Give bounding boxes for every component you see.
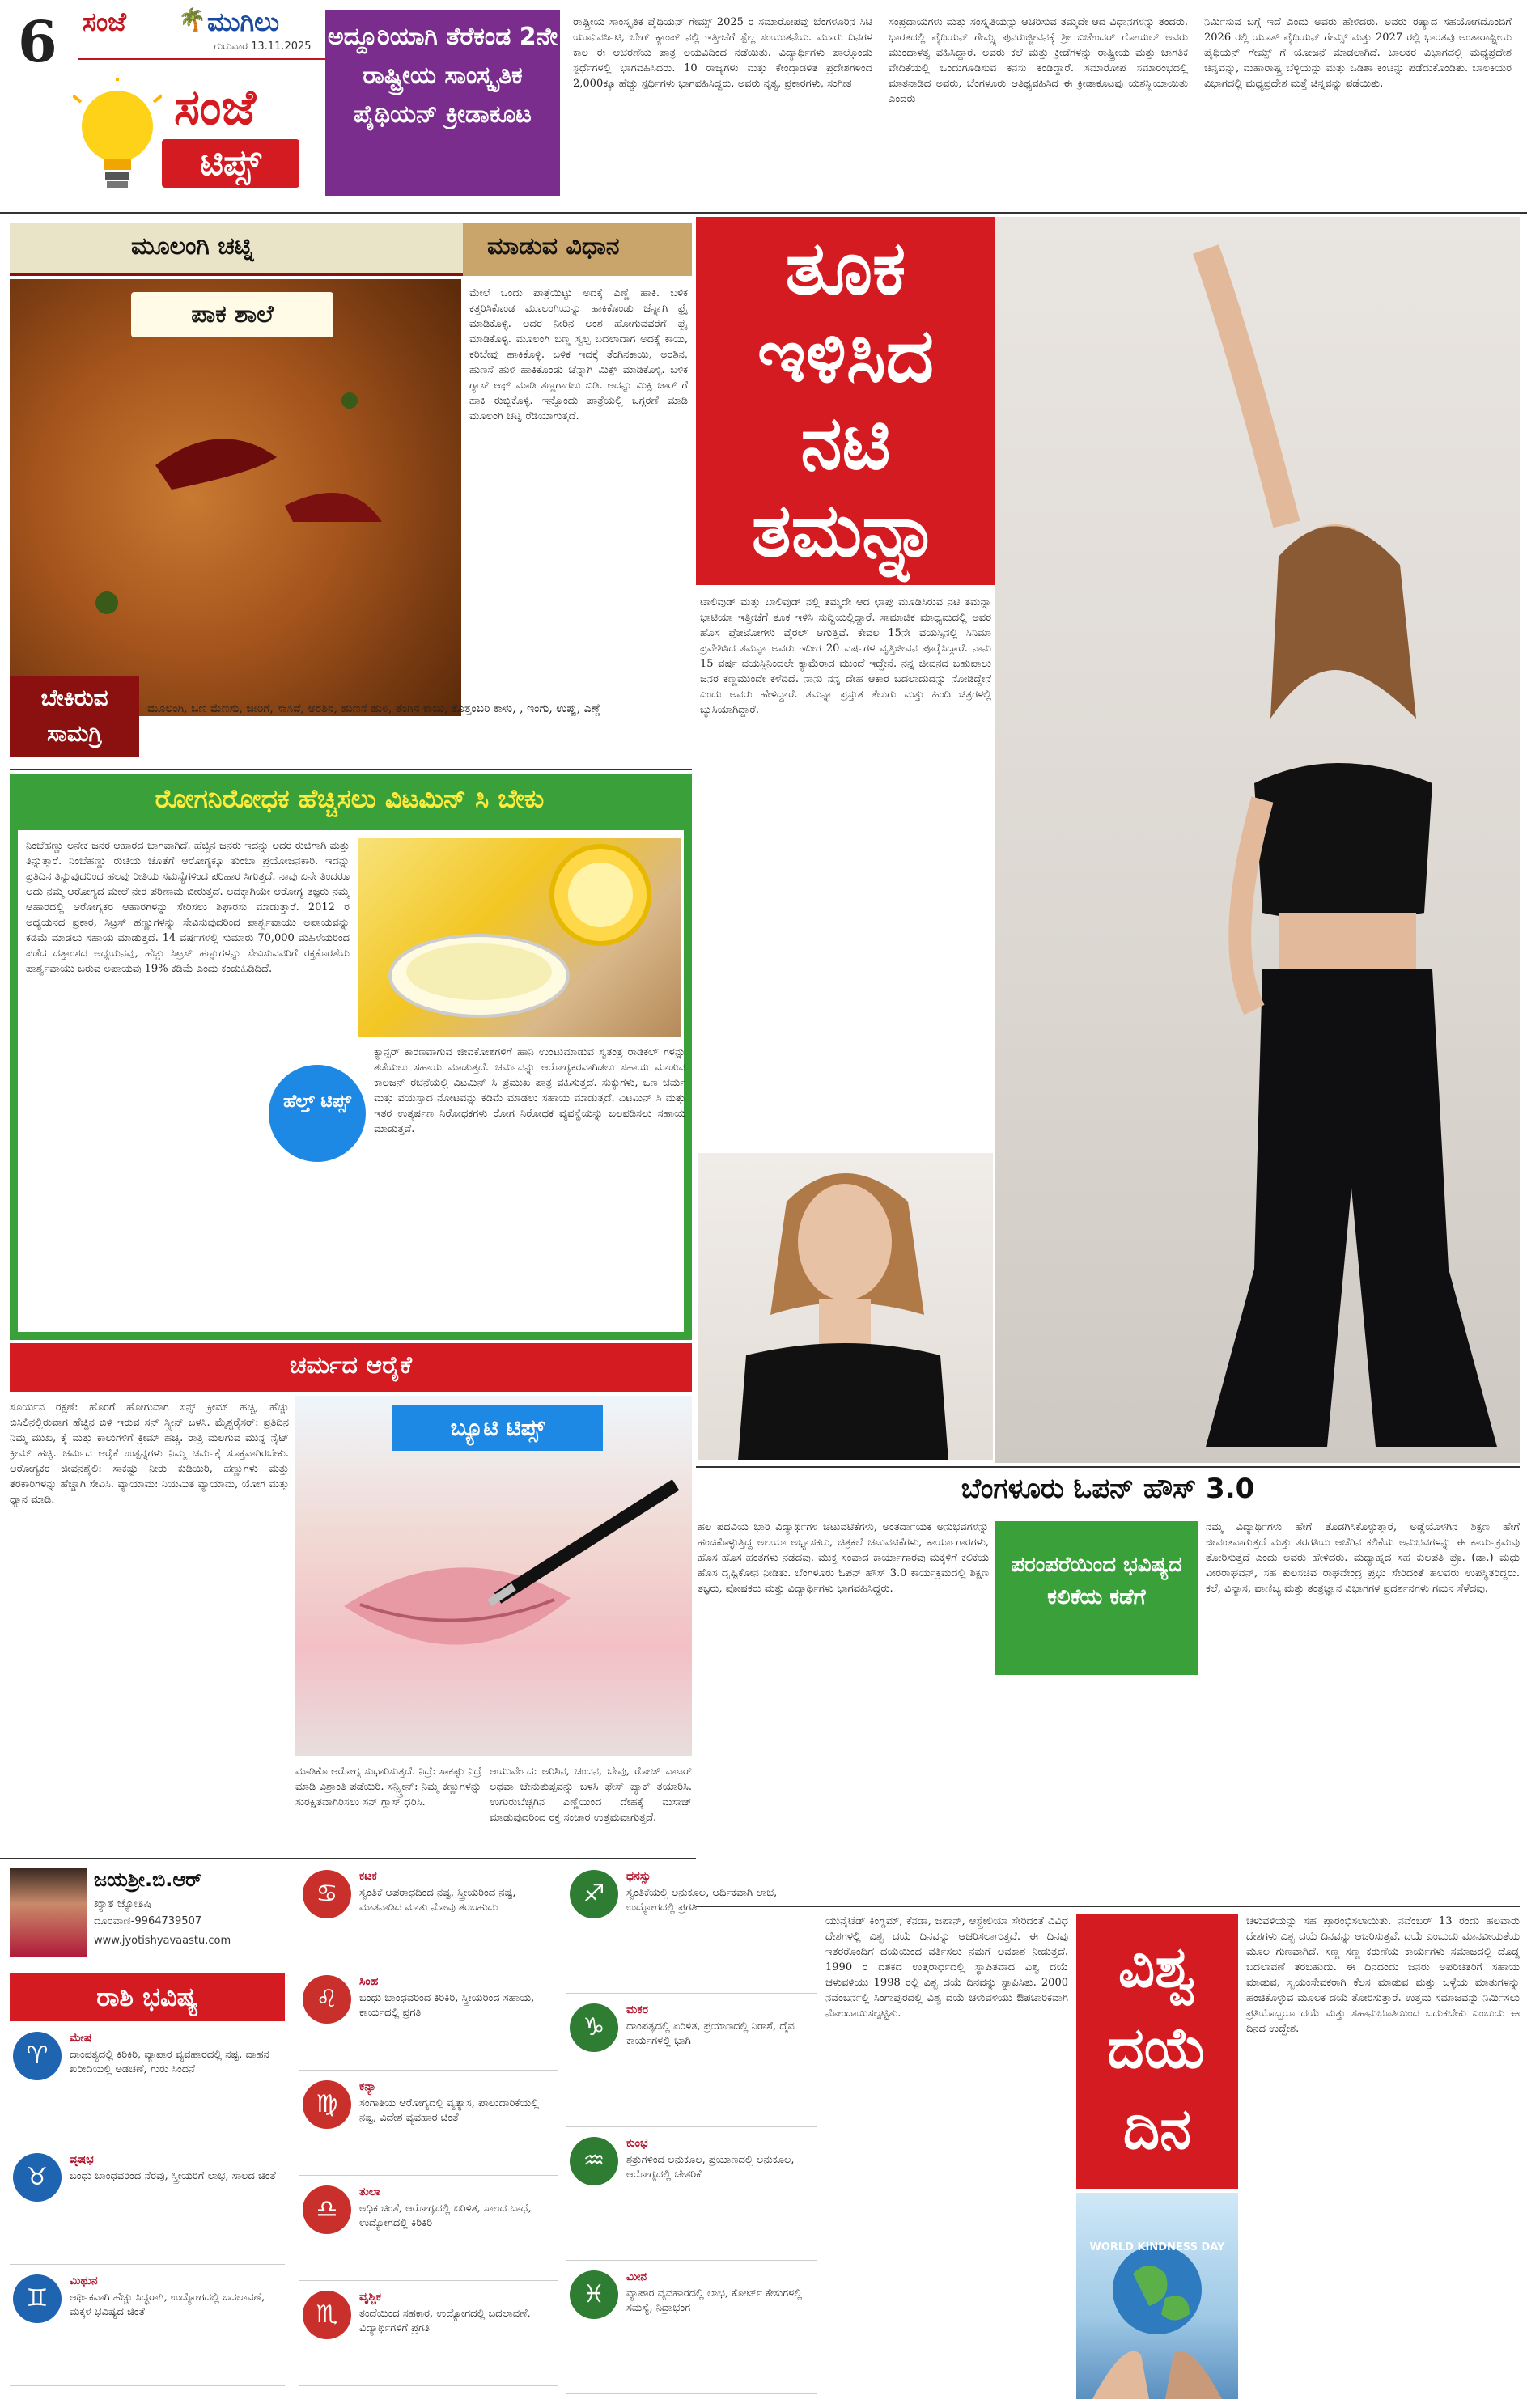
lips-photo xyxy=(295,1396,692,1756)
astrologer-role: ಖ್ಯಾತ ಜ್ಯೋತಿಷಿ xyxy=(94,1897,151,1910)
skin-title: ಚರ್ಮದ ಆರೈಕೆ xyxy=(290,1351,412,1380)
zodiac-icon: ♋ xyxy=(303,1870,351,1918)
zodiac-icon: ♐ xyxy=(570,1870,618,1918)
open-house-col2: ನಮ್ಮ ವಿದ್ಯಾರ್ಥಿಗಳು ಹೇಗೆ ತೊಡಗಿಸಿಕೊಳ್ಳುತ್ತಾರೆ, ಅಡ್ಡೆಯೊಳಗಿನ ಶಿಕ್ಷಣ ಹೇಗೆ ಜೀವಂತವಾಗುತ್ತದೆ ಮತ್ತು ತರಗತಿಯ ಆಚೆಗಿನ ಕಲಿಕೆಯ ಅನುಭವಗಳನ್ನು ಈ ಕಾರ್ಯಕ್ರಮವು ತೋರಿಸುತ್ತದೆ ಎಂದು ಅವರು ಹೇಳಿದರು. ಮಧ್ಯಾಹ್ನದ ಸಹ ಕುಲಪತಿ ಪ್ರೊ. (ಡಾ.) ಮಧು ವೀರರಾಘವನ್, ಸಹ ಕುಲಸಚಿವ ರಾಘವೇಂದ್ರ ಪ್ರಭು ಸೇರಿದಂತೆ ಹಲವರು ಉಪಸ್ಥಿತರಿದ್ದರು. ಕಲೆ, ವಿನ್ಯಾಸ, ವಾಣಿಜ್ಯ ಮತ್ತು ತಂತ್ರಜ್ಞಾನ ವಿಭಾಗಗಳ ಪ್ರದರ್ಶನಗಳು ಗಮನ ಸೆಳೆದವು. xyxy=(1206,1521,1520,1595)
zodiac-icon: ♏ xyxy=(303,2291,351,2339)
zodiac-icon: ♊ xyxy=(13,2274,62,2323)
title-line: ದಿನ xyxy=(1122,2096,1192,2162)
headline-box: ಅದ್ದೂರಿಯಾಗಿ ತೆರೆಕಂಡ 2ನೇ ರಾಷ್ಟ್ರೀಯ ಸಾಂಸ್ಕೃತಿಕ ಪೈಥಿಯನ್ ಕ್ರೀಡಾಕೂಟ xyxy=(325,10,560,196)
astrologer-block xyxy=(10,1865,285,1970)
sign-name: ವೃಷಭ xyxy=(70,2153,94,2166)
sign-forecast: ಸ್ವಂತಿಕೆ ಆಪರಾಧದಿಂದ ನಷ್ಟ, ಸ್ತ್ರೀಯರಿಂದ ನಷ್ಟ, ಮಾತನಾಡಿದ ಮಾತು ನೋವು ತರಬಹುದು xyxy=(359,1887,516,1914)
vitamin-col1: ನಿಂಬೆಹಣ್ಣು ಅನೇಕ ಜನರ ಆಹಾರದ ಭಾಗವಾಗಿದೆ. ಹೆಚ್ಚಿನ ಜನರು ಇದನ್ನು ಅದರ ರುಚಿಗಾಗಿ ಮತ್ತು ತಿನ್ನುತ್ತಾರೆ. ನಿಂಬೆಹಣ್ಣು ರುಚಿಯ ಜೊತೆಗೆ ಆರೋಗ್ಯಕ್ಕೂ ತುಂಬಾ ಪ್ರಯೋಜನಕಾರಿ. ಇದನ್ನು ಪ್ರತಿದಿನ ತಿನ್ನುವುದರಿಂದ ಹಲವು ರೀತಿಯ ಸಮಸ್ಯೆಗಳಿಂದ ಪರಿಹಾರ ಸಿಗುತ್ತದೆ. ನಾವು ಏನೇ ತಿಂದರೂ ಅದು ನಮ್ಮ ಆರೋಗ್ಯದ ಮೇಲೆ ನೇರ ಪರಿಣಾಮ ಬೀರುತ್ತದೆ. ಅದಕ್ಕಾಗಿಯೇ ಆರೋಗ್ಯ ತಜ್ಞರು ನಮ್ಮ ಆಹಾರದಲ್ಲಿ ಆರೋಗ್ಯಕರ ಆಹಾರಗಳನ್ನು ಸೇರಿಸಲು ಶಿಫಾರಸು ಮಾಡುತ್ತಾರೆ. 2012 ರ ಅಧ್ಯಯನದ ಪ್ರಕಾರ, ಸಿಟ್ರಸ್ ಹಣ್ಣುಗಳನ್ನು ಸೇವಿಸುವುದರಿಂದ ಪಾರ್ಶ್ವವಾಯು ಅಪಾಯವನ್ನು ಕಡಿಮೆ ಮಾಡಲು ಸಹಾಯ ಮಾಡುತ್ತದೆ. 14 ವರ್ಷಗಳಲ್ಲಿ ಸುಮಾರು 70,000 ಮಹಿಳೆಯರಿಂದ ಪಡೆದ ದತ್ತಾಂಶದ ಅಧ್ಯಯನವು, ಹೆಚ್ಚು ಸಿಟ್ರಸ್ ಹಣ್ಣುಗಳನ್ನು ಸೇವಿಸುವವರಿಗೆ ರಕ್ತಕೊರತೆಯ ಪಾರ್ಶ್ವವಾಯು ಬರುವ ಅಪಾಯವು 19% ಕಡಿಮೆ ಎಂದು ಕಂಡುಹಿಡಿದಿದೆ. xyxy=(26,840,350,975)
recipe-title-bar xyxy=(10,223,463,276)
astrologer-avatar xyxy=(10,1868,87,1957)
sign-forecast: ದಾಂಪತ್ಯದಲ್ಲಿ ಕಿರಿಕಿರಿ, ವ್ಯಾಪಾರ ವ್ಯವಹಾರದಲ್ಲಿ ನಷ್ಟ, ವಾಹನ ಖರೀದಿಯಲ್ಲಿ ಅಡಚಣೆ, ಗುರು ಸಿಂದನೆ xyxy=(70,2049,269,2075)
title-line: ಇಳಿಸಿದ xyxy=(757,312,935,399)
actress-photo-inset xyxy=(698,1153,993,1460)
kindness-col1: ಯುನೈಟೆಡ್ ಕಿಂಗ್ಡಮ್, ಕೆನಡಾ, ಜಪಾನ್, ಆಸ್ಟ್ರೇಲಿಯಾ ಸೇರಿದಂತೆ ವಿವಿಧ ದೇಶಗಳಲ್ಲಿ ವಿಶ್ವ ದಯೆ ದಿನವನ್ನು ಆಚರಿಸಲಾಗುತ್ತದೆ. ಈ ದಿನವು ಇತರರೊಂದಿಗೆ ದಯೆಯಿಂದ ವರ್ತಿಸಲು ನಮಗೆ ಅವಕಾಶ ನೀಡುತ್ತದೆ. 1990 ರ ದಶಕದ ಉತ್ತರಾರ್ಧದಲ್ಲಿ ಸ್ಥಾಪಿತವಾದ ವಿಶ್ವ ದಯೆ ಚಳುವಳಿಯು 1998 ರಲ್ಲಿ ವಿಶ್ವ ದಯೆ ದಿನವನ್ನು ಸ್ಥಾಪಿಸಿತು. 2000 ನವೆಂಬರ್ನಲ್ಲಿ ಸಿಂಗಾಪುರದಲ್ಲಿ ವಿಶ್ವ ದಯೆ ಚಳುವಳಿಯು ಔಪಚಾರಿಕವಾಗಿ ನೋಂದಾಯಿಸಲ್ಪಟ್ಟಿತು. xyxy=(825,1915,1068,2020)
title-line: ವಿಶ್ವ xyxy=(1118,1934,1197,2000)
zodiac-icon: ♌ xyxy=(303,1975,351,2024)
top-article-col2: ಸಂಪ್ರದಾಯಗಳು ಮತ್ತು ಸಂಸ್ಕೃತಿಯನ್ನು ಆಚರಿಸುವ ತಮ್ಮದೇ ಆದ ವಿಧಾನಗಳನ್ನು ತಂದರು. ಭಾರತದಲ್ಲಿ ಪೈಥಿಯನ್ ಗೇಮ್ಸ್ನ ಪುನರುಜ್ಜೀವನಕ್ಕೆ ಶ್ರೀ ಬಿಜೇಂದರ್ ಗೋಯಲ್ ಅವರು ಮುಂದಾಳತ್ವ ವಹಿಸಿದ್ದಾರೆ. ಅವರು ಕಲೆ ಮತ್ತು ಕ್ರೀಡೆಗಳನ್ನು ರಾಷ್ಟ್ರೀಯ ಮತ್ತು ಜಾಗತಿಕ ವೇದಿಕೆಯಲ್ಲಿ ಒಂದುಗೂಡಿಸುವ ಕನಸು ಕಂಡಿದ್ದಾರೆ. ಸಮಾರೋಪ ಸಮಾರಂಭದಲ್ಲಿ ಮಾತನಾಡಿದ ಅವರು, ಬೆಂಗಳೂರು ಆತಿಥ್ಯವಹಿಸಿದ ಈ ಕ್ರೀಡಾಕೂಟವು ಯಶಸ್ವಿಯಾಯಿತು ಎಂದರು xyxy=(889,16,1188,105)
skin-title-bar xyxy=(10,1343,692,1392)
kindness-photo xyxy=(1076,2193,1238,2399)
horoscope-sign xyxy=(299,1970,558,2071)
brand-name-b: ಮುಗಿಲು xyxy=(207,6,280,37)
sign-forecast: ಬಂಧು ಬಾಂಧವರಿಂದ ಕಿರಿಕಿರಿ, ಸ್ತ್ರೀಯರಿಂದ ಸಹಾಯ, ಕಾರ್ಯದಲ್ಲಿ ಪ್ರಗತಿ xyxy=(359,1992,535,2019)
horoscope-sign xyxy=(299,2286,558,2386)
kindness-title-box xyxy=(1076,1914,1238,2189)
sign-forecast: ಸ್ವಂತಿಕೆಯಲ್ಲಿ ಅನುಕೂಲ, ಆರ್ಥಿಕವಾಗಿ ಲಾಭ, ಉದ್ಯೋಗದಲ್ಲಿ ಪ್ರಗತಿ xyxy=(626,1887,778,1914)
vitamin-title-bar xyxy=(10,774,692,830)
sign-name: ಕನ್ಯಾ xyxy=(359,2080,376,2093)
beauty-tips-badge: ಬ್ಯೂಟಿ ಟಿಪ್ಸ್ xyxy=(392,1405,603,1451)
sign-name: ಮಿಥುನ xyxy=(70,2274,98,2287)
method-text: ಮೇಲೆ ಒಂದು ಪಾತ್ರೆಯಿಟ್ಟು ಅದಕ್ಕೆ ಎಣ್ಣೆ ಹಾಕಿ. ಬಳಿಕ ಕತ್ತರಿಸಿಕೊಂಡ ಮೂಲಂಗಿಯನ್ನು ಹಾಕಿಕೊಂಡು ಚೆನ್ನಾಗಿ ಫ್ರೈ ಮಾಡಿಕೊಳ್ಳಿ. ಅದರ ನೀರಿನ ಅಂಶ ಹೋಗುವವರೆಗೆ ಫ್ರೈ ಮಾಡಿಕೊಳ್ಳಿ. ಮೂಲಂಗಿ ಬಣ್ಣ ಸ್ವಲ್ಪ ಬದಲಾದಾಗ ಅದಕ್ಕೆ ಕಾಯಿ, ಕರಿಬೇವು ಹಾಕಿಕೊಳ್ಳಿ. ಬಳಿಕ ಇದಕ್ಕೆ ತೆಂಗಿನಕಾಯಿ, ಅರಶಿನ, ಹುಣಸೆ ಹುಳಿ ಹಾಕಿಕೊಂಡು ಚೆನ್ನಾಗಿ ಮಿಕ್ಸ್ ಮಾಡಿಕೊಳ್ಳಿ. ಬಳಿಕ ಗ್ಯಾಸ್ ಆಫ್ ಮಾಡಿ ತಣ್ಣಗಾಗಲು ಬಿಡಿ. ಅದನ್ನು ಮಿಕ್ಸಿ ಜಾರ್ ಗೆ ಹಾಕಿ ರುಬ್ಬಿಕೊಳ್ಳಿ. ಇನ್ನೊಂದು ಪಾತ್ರೆಯಲ್ಲಿ ಒಗ್ಗರಣೆ ಮಾಡಿ ಮೂಲಂಗಿ ಚಟ್ನಿ ರೆಡಿಯಾಗುತ್ತದೆ. xyxy=(469,287,688,422)
vitamin-col2: ಕ್ಯಾನ್ಸರ್ ಕಾರಣವಾಗುವ ಜೀವಕೋಶಗಳಿಗೆ ಹಾನಿ ಉಂಟುಮಾಡುವ ಸ್ವತಂತ್ರ ರಾಡಿಕಲ್ ಗಳನ್ನು ತಡೆಯಲು ಸಹಾಯ ಮಾಡುತ್ತದೆ. ಚರ್ಮವನ್ನು ಆರೋಗ್ಯಕರವಾಗಿಡಲು ಸಹಾಯ ಮಾಡುವ ಕಾಲಜನ್ ರಚನೆಯಲ್ಲಿ ವಿಟಮಿನ್ ಸಿ ಪ್ರಮುಖ ಪಾತ್ರ ವಹಿಸುತ್ತದೆ. ಸುಕ್ಕುಗಳು, ಒಣ ಚರ್ಮ ಮತ್ತು ವಯಸ್ಸಾದ ನೋಟವನ್ನು ಕಡಿಮೆ ಮಾಡಲು ಸಹಾಯ ಮಾಡುತ್ತದೆ. ವಿಟಮಿನ್ ಸಿ ಮತ್ತು ಇತರ ಉತ್ಕರ್ಷಣ ನಿರೋಧಕಗಳು ರೋಗ ನಿರೋಧಕ ವ್ಯವಸ್ಥೆಯನ್ನು ಬಲಪಡಿಸಲು ಸಹಾಯ ಮಾಡುತ್ತವೆ. xyxy=(374,1046,685,1135)
divider xyxy=(0,212,1527,214)
lemon-icon xyxy=(358,838,681,1037)
actress-figure-icon xyxy=(995,217,1520,1463)
divider xyxy=(0,1858,696,1859)
astrologer-phone: ದೂರವಾಣಿ-9964739507 xyxy=(94,1915,202,1927)
brand-name-a: ಸಂಜೆ xyxy=(83,6,126,37)
title-line: ನಟಿ xyxy=(800,400,891,486)
zodiac-icon: ♎ xyxy=(303,2185,351,2234)
skin-col3: ಆಯುರ್ವೇದ: ಅರಿಶಿನ, ಚಂದನ, ಬೇವು, ರೋಜ್ ವಾಟರ್ ಅಥವಾ ಜೇನುತುಪ್ಪವನ್ನು ಬಳಸಿ ಫೇಸ್ ಪ್ಯಾಕ್ ತಯಾರಿಸಿ. ಉಗುರುಬೆಚ್ಚಗಿನ ಎಣ್ಣೆಯಿಂದ ದೇಹಕ್ಕೆ ಮಸಾಜ್ ಮಾಡುವುದರಿಂದ ರಕ್ತ ಸಂಚಾರ ಉತ್ತಮವಾಗುತ್ತದೆ. xyxy=(490,1766,692,1824)
title-line: ತೂಕ xyxy=(785,225,906,312)
sign-name: ವೃಶ್ಚಿಕ xyxy=(359,2291,381,2304)
ingredients-title: ಬೇಕಿರುವ ಸಾಮಗ್ರಿ xyxy=(10,676,139,757)
horoscope-sign xyxy=(566,1999,817,2127)
palm-icon: 🌴 xyxy=(178,6,206,33)
top-article-col1: ರಾಷ್ಟ್ರೀಯ ಸಾಂಸ್ಕೃತಿಕ ಪೈಥಿಯನ್ ಗೇಮ್ಸ್ 2025 ರ ಸಮಾರೋಪವು ಬೆಂಗಳೂರಿನ ಸಿಟಿ ಯೂನಿವರ್ಸಿಟಿ, ಬೇಗ್ ಕ್ಯಾಂಪ್ ನಲ್ಲಿ ಇತ್ತೀಚೆಗೆ ಸ್ಪೆಲ್ಲ ಸಂಯುತನೆಯ. ಮೂರು ದಿನಗಳ ಕಾಲ ಈ ಆಚರಣೆಯ ಪಾತ್ರ ಲಯವಿದಿಂದ ನಡೆಯಿತು. ವಿದ್ಯಾರ್ಥಿಗಳು ಪಾಲ್ಗೊಂಡು ಸ್ಪರ್ಧೆಗಳಲ್ಲಿ ಭಾಗವಹಿಸಿದರು. 10 ರಾಜ್ಯಗಳು ಮತ್ತು ಕೇಂದ್ರಾಡಳಿತ ಪ್ರದೇಶಗಳಿಂದ 2,000ಕ್ಕೂ ಹೆಚ್ಚು ಸ್ಪರ್ಧಿಗಳು ಭಾಗವಹಿಸಿದ್ದರು, ಅವರು ನೃತ್ಯ, ಪ್ರಕಾರಗಳು, ಸಂಗೀತ xyxy=(573,16,872,90)
bulb-icon xyxy=(73,78,162,207)
horoscope-title: ರಾಶಿ ಭವಿಷ್ಯ xyxy=(10,1973,285,2021)
sign-name: ತುಲಾ xyxy=(359,2185,380,2198)
kindness-col2: ಚಳುವಳಿಯನ್ನು ಸಹ ಪ್ರಾರಂಭಿಸಲಾಯಿತು. ನವೆಂಬರ್ 13 ರಂದು ಹಲವಾರು ದೇಶಗಳು ವಿಶ್ವ ದಯೆ ದಿನವನ್ನು ಆಚರಿಸುತ್ತವೆ. ದಯೆ ಎಂಬುದು ಮಾನವೀಯತೆಯ ಮೂಲ ಗುಣವಾಗಿದೆ. ಸಣ್ಣ ಸಣ್ಣ ಕರುಣೆಯ ಕಾರ್ಯಗಳು ಸಮಾಜದಲ್ಲಿ ದೊಡ್ಡ ಬದಲಾವಣೆ ತರಬಹುದು. ಈ ದಿನದಂದು ಜನರು ಅಪರಿಚಿತರಿಗೆ ಸಹಾಯ ಮಾಡುವ, ಸ್ವಯಂಸೇವಕರಾಗಿ ಕೆಲಸ ಮಾಡುವ ಮತ್ತು ಒಳ್ಳೆಯ ಮಾತುಗಳನ್ನು ಹಂಚಿಕೊಳ್ಳುವ ಮೂಲಕ ದಯೆ ತೋರಿಸುತ್ತಾರೆ. ಉತ್ತಮ ಸಮಾಜವನ್ನು ನಿರ್ಮಿಸಲು ಪ್ರತಿಯೊಬ್ಬರೂ ದಯೆ ಮತ್ತು ಸಹಾನುಭೂತಿಯಿಂದ ಬದುಕಬೇಕು ಎಂಬುದು ಈ ದಿನದ ಉದ್ದೇಶ. xyxy=(1246,1915,1520,2035)
sign-forecast: ವ್ಯಾಪಾರ ವ್ಯವಹಾರದಲ್ಲಿ ಲಾಭ, ಕೋರ್ಟ್ ಕೇಸುಗಳಲ್ಲಿ ಸಮಸ್ಯೆ, ನಿದ್ರಾಭಂಗ xyxy=(626,2287,803,2314)
vitamin-title: ರೋಗನಿರೋಧಕ ಹೆಚ್ಚಿಸಲು ವಿಟಮಿನ್ ಸಿ ಬೇಕು xyxy=(155,783,545,814)
horoscope-sign xyxy=(299,2181,558,2281)
sign-name: ಮೇಷ xyxy=(70,2032,92,2045)
horoscope-sign xyxy=(10,2027,285,2143)
open-house-col1: ಹಲ ಪದವಿಯ ಭಾರಿ ವಿದ್ಯಾರ್ಥಿಗಳ ಚಟುವಟಿಕೆಗಳು, ಅಂತರ್ದಾಯಕ ಅನುಭವಗಳನ್ನು ಹಂಚಿಕೊಳ್ಳುತ್ತಿದ್ದ ಅಲಯಾ ಅಭ್ಯಾಸಕರು, ಚಿತ್ರಕಲೆ ಚಟುವಟಿಕೆಗಳು, ಕಾರ್ಯಾಗಾರಗಳು, ಹೊಸ ಹೊಸ ಹಂತಗಳು ನಡೆದವು. ಮುಕ್ತ ಸಂವಾದ ಕಾರ್ಯಾಗಾರವು ಮಕ್ಕಳಿಗೆ ಕಲಿಕೆಯ ಹೊಸ ದೃಷ್ಟಿಕೋನ ನೀಡಿತು. ಬೆಂಗಳೂರು ಓಪನ್ ಹೌಸ್ 3.0 ಕಾರ್ಯಕ್ರಮದಲ್ಲಿ ಶಿಕ್ಷಣ ತಜ್ಞರು, ಪೋಷಕರು ಮತ್ತು ವಿದ್ಯಾರ್ಥಿಗಳು ಭಾಗವಹಿಸಿದ್ದರು. xyxy=(698,1521,989,1595)
sign-name: ಕುಂಭ xyxy=(626,2137,648,2150)
lip-gloss-icon xyxy=(295,1396,692,1756)
astrologer-name: ಜಯಶ್ರೀ.ಬಿ.ಆರ್ xyxy=(94,1868,202,1891)
sign-name: ಸಿಂಹ xyxy=(359,1975,379,1988)
open-house-title: ಬೆಂಗಳೂರು ಓಪನ್ ಹೌಸ್ 3.0 xyxy=(961,1473,1255,1505)
skin-col2: ಮಾಡಿಕೊ ಆರೋಗ್ಯ ಸುಧಾರಿಸುತ್ತದೆ. ನಿದ್ರೆ: ಸಾಕಷ್ಟು ನಿದ್ರೆ ಮಾಡಿ ವಿಶ್ರಾಂತಿ ಪಡೆಯಿರಿ. ಸನ್ಸ್ಕ್ರೀನ್: ನಿಮ್ಮ ಕಣ್ಣುಗಳನ್ನು ಸುರಕ್ಷಿತವಾಗಿರಿಸಲು ಸನ್ ಗ್ಲಾಸ್ ಧರಿಸಿ. xyxy=(295,1766,481,1808)
chutney-photo xyxy=(10,279,461,716)
sign-forecast: ಶತ್ರುಗಳಿಂದ ಅನುಕೂಲ, ಪ್ರಯಾಣದಲ್ಲಿ ಅನುಕೂಲ, ಆರೋಗ್ಯದಲ್ಲಿ ಚೇತರಿಕೆ xyxy=(626,2154,795,2181)
horoscope-sign xyxy=(566,2266,817,2394)
horoscope-sign xyxy=(566,1865,817,1994)
divider xyxy=(10,769,692,770)
divider xyxy=(696,1906,1520,1907)
sign-name: ಮೀನ xyxy=(626,2270,647,2283)
title-line: ತಮನ್ನಾ xyxy=(751,487,940,574)
sign-name: ಮಕರ xyxy=(626,2003,649,2016)
horoscope-sign xyxy=(10,2270,285,2386)
actress-photo-full xyxy=(995,217,1520,1463)
divider xyxy=(696,1466,1520,1468)
zodiac-icon: ♉ xyxy=(13,2153,62,2202)
sign-forecast: ತಂದೆಯಿಂದ ಸಹಕಾರ, ಉದ್ಯೋಗದಲ್ಲಿ ಬದಲಾವಣೆ, ವಿದ್ಯಾರ್ಥಿಗಳಿಗೆ ಪ್ರಗತಿ xyxy=(359,2308,531,2334)
actress-portrait-icon xyxy=(698,1153,993,1460)
open-house-callout: ಪರಂಪರೆಯಿಂದ ಭವಿಷ್ಯದ ಕಲಿಕೆಯ ಕಡೆಗೆ xyxy=(995,1521,1198,1675)
sign-name: ಧನಸ್ಸು xyxy=(626,1870,651,1883)
method-title-bar xyxy=(463,223,692,276)
horoscope-sign xyxy=(299,2075,558,2176)
logo-line-1: ಸಂಜೆ xyxy=(174,79,257,136)
health-tips-badge: ಹೆಲ್ತ್ ಟಿಪ್ಸ್ xyxy=(269,1065,366,1162)
sign-name: ಕಟಕ xyxy=(359,1870,377,1883)
sign-forecast: ಆರ್ಥಿಕವಾಗಿ ಹೆಚ್ಚು ಸಿದ್ಧರಾಗಿ, ಉದ್ಯೋಗದಲ್ಲಿ ಬದಲಾವಣೆ, ಮಕ್ಕಳ ಭವಿಷ್ಯದ ಚಿಂತೆ xyxy=(70,2291,265,2318)
horoscope-sign xyxy=(299,1865,558,1965)
sign-forecast: ಸಂಗಾತಿಯ ಆರೋಗ್ಯದಲ್ಲಿ ವ್ಯತ್ಯಾಸ, ಪಾಲುದಾರಿಕೆಯಲ್ಲಿ ನಷ್ಟ, ವಿದೇಶ ವ್ಯವಹಾರ ಚಿಂತೆ xyxy=(359,2097,540,2124)
recipe-title: ಮೂಲಂಗಿ ಚಟ್ನಿ xyxy=(131,232,254,261)
vitamin-section xyxy=(10,774,692,1340)
horoscope-sign xyxy=(566,2132,817,2261)
zodiac-icon: ♈ xyxy=(13,2032,62,2080)
method-title: ಮಾಡುವ ವಿಧಾನ xyxy=(487,232,620,261)
ingredients-text: ಮೂಲಂಗಿ, ಒಣ ಮೆಣಸು, ಜೀರಿಗೆ, ಸಾಸಿವೆ, ಅರಶಿನ, ಹುಣಸೆ ಹುಳಿ, ತೆಂಗಿನ ಕಾಯಿ, ಕೊತ್ತಂಬರಿ ಕಾಳು, , ಇಂಗು, ಉಪ್ಪು, ಎಣ್ಣೆ xyxy=(147,702,601,715)
lemon-photo xyxy=(358,838,681,1037)
sign-forecast: ದಾಂಪತ್ಯದಲ್ಲಿ ಏರಿಳಿತ, ಪ್ರಯಾಣದಲ್ಲಿ ನಿರಾಶೆ, ದೈವ ಕಾರ್ಯಗಳಲ್ಲಿ ಭಾಗಿ xyxy=(626,2020,795,2047)
globe-hands-icon xyxy=(1076,2193,1238,2399)
zodiac-icon: ♓ xyxy=(570,2270,618,2319)
sign-forecast: ಬಂಧು ಬಾಂಧವರಿಂದ ನೆರವು, ಸ್ತ್ರೀಯರಿಗೆ ಲಾಭ, ಸಾಲದ ಚಿಂತೆ xyxy=(70,2170,276,2182)
cooking-label: ಪಾಕ ಶಾಲೆ xyxy=(131,292,333,337)
zodiac-icon: ♍ xyxy=(303,2080,351,2129)
masthead xyxy=(78,3,329,60)
astrologer-site: www.jyotishyavaastu.com xyxy=(94,1935,231,1947)
logo-line-2: ಟಿಪ್ಸ್ xyxy=(162,139,299,188)
page-number: 6 xyxy=(18,8,57,75)
tamannaah-text: ಟಾಲಿವುಡ್ ಮತ್ತು ಬಾಲಿವುಡ್ ನಲ್ಲಿ ತಮ್ಮದೇ ಆದ ಛಾಪು ಮೂಡಿಸಿರುವ ನಟಿ ತಮನ್ನಾ ಭಾಟಿಯಾ ಇತ್ತೀಚೆಗೆ ತೂಕ ಇಳಿಸಿ ಸುದ್ದಿಯಲ್ಲಿದ್ದಾರೆ. ಸಾಮಾಜಿಕ ಮಾಧ್ಯಮದಲ್ಲಿ ಅವರ ಹೊಸ ಫೋಟೋಗಳು ವೈರಲ್ ಆಗುತ್ತಿವೆ. ಕೇವಲ 15ನೇ ವಯಸ್ಸಿನಲ್ಲಿ ಸಿನಿಮಾ ಪ್ರವೇಶಿಸಿದ ತಮನ್ನಾ ಅವರು ಇದೀಗ 20 ವರ್ಷಗಳ ವೃತ್ತಿಜೀವನ ಪೂರೈಸಿದ್ದಾರೆ. ನಾನು 15 ವರ್ಷ ವಯಸ್ಸಿನಿಂದಲೇ ಕ್ಯಾಮೆರಾದ ಮುಂದೆ ಇದ್ದೇನೆ. ನನ್ನ ಜೀವನದ ಬಹುಪಾಲು ಜನರ ಕಣ್ಣಮುಂದೇ ಕಳೆದಿದೆ. ನಾನು ನನ್ನ ದೇಹ ಆಕಾರ ಬದಲಾದುದನ್ನು ನೋಡಿದ್ದೇನೆ ಎಂದು ಅವರು ಹೇಳಿದ್ದಾರೆ. ತಮನ್ನಾ ಪ್ರಸ್ತುತ ತೆಲುಗು ಮತ್ತು ಹಿಂದಿ ಚಿತ್ರಗಳಲ್ಲಿ ಬ್ಯುಸಿಯಾಗಿದ್ದಾರೆ. xyxy=(700,596,991,716)
zodiac-icon: ♑ xyxy=(570,2003,618,2052)
skin-col1: ಸೂರ್ಯನ ರಕ್ಷಣೆ: ಹೊರಗೆ ಹೋಗುವಾಗ ಸನ್ಸ್ ಕ್ರೀಮ್ ಹಚ್ಚಿ, ಹೆಚ್ಚು ಬಿಸಿಲಿನಲ್ಲಿರುವಾಗ ಹೆಚ್ಚಿನ ಬಿಳಿ ಇರುವ ಸನ್ ಸ್ಕ್ರೀನ್ ಬಳಸಿ. ಮೈಶ್ಚರೈಸರ್: ಪ್ರತಿದಿನ ನಿಮ್ಮ ಮುಖ, ಕೈ ಮತ್ತು ಕಾಲುಗಳಿಗೆ ಕ್ರೀಮ್ ಹಚ್ಚಿ. ರಾತ್ರಿ ಮಲಗುವ ಮುನ್ನ ನೈಟ್ ಕ್ರೀಮ್ ಹಚ್ಚಿ. ಚರ್ಮದ ಆರೈಕೆ ಉತ್ಪನ್ನಗಳು ನಿಮ್ಮ ಚರ್ಮಕ್ಕೆ ಸೂಕ್ತವಾಗಿರಬೇಕು. ಆರೋಗ್ಯಕರ ಜೀವನಶೈಲಿ: ಸಾಕಷ್ಟು ನೀರು ಕುಡಿಯಿರಿ, ಹಣ್ಣುಗಳು ಮತ್ತು ತರಕಾರಿಗಳನ್ನು ಹೆಚ್ಚಾಗಿ ಸೇವಿಸಿ. ವ್ಯಾಯಾಮ: ನಿಯಮಿತ ವ್ಯಾಯಾಮ, ಯೋಗ ಮತ್ತು ಧ್ಯಾನ ಮಾಡಿ. xyxy=(10,1401,289,1506)
chili-icon xyxy=(10,279,461,716)
top-article-col3: ನಿರ್ಮಿಸುವ ಬಗ್ಗೆ ಇದೆ ಎಂದು ಅವರು ಹೇಳಿದರು. ಅವರು ರಷ್ಯಾದ ಸಹಯೋಗದೊಂದಿಗೆ 2026 ರಲ್ಲಿ ಯೂತ್ ಪೈಥಿಯನ್ ಗೇಮ್ಸ್ ಮತ್ತು 2027 ರಲ್ಲಿ ಭಾರತವು ಅಂತಾರಾಷ್ಟ್ರೀಯ ಪೈಥಿಯನ್ ಗೇಮ್ಸ್ ಗೆ ಯೋಜನೆ ಮಾಡಲಾಗಿದೆ. ಬಾಲಕರ ವಿಭಾಗದಲ್ಲಿ ಮಧ್ಯಪ್ರದೇಶ ಚಿನ್ನವನ್ನು, ಮಹಾರಾಷ್ಟ್ರ ಬೆಳ್ಳಿಯನ್ನು ಮತ್ತು ಒಡಿಶಾ ಕಂಚನ್ನು ಪಡೆದುಕೊಂಡಿತು. ಬಾಲಕಿಯರ ವಿಭಾಗದಲ್ಲಿ ಮಧ್ಯಪ್ರದೇಶ ಮತ್ತೆ ಚಿನ್ನವನ್ನು ಪಡೆಯಿತು. xyxy=(1204,16,1512,90)
zodiac-icon: ♒ xyxy=(570,2137,618,2185)
sign-forecast: ಅಧಿಕ ಚಿಂತೆ, ಆರೋಗ್ಯದಲ್ಲಿ ಏರಿಳಿತ, ಸಾಲದ ಬಾಧೆ, ಉದ್ಯೋಗದಲ್ಲಿ ಕಿರಿಕಿರಿ xyxy=(359,2202,532,2229)
kindness-photo-caption: WORLD KINDNESS DAY xyxy=(1089,2241,1225,2253)
title-line: ದಯೆ xyxy=(1107,2015,1207,2081)
tamannaah-title-box xyxy=(696,217,995,585)
recipe-section xyxy=(10,223,692,765)
horoscope-sign xyxy=(10,2148,285,2265)
issue-date: ಗುರುವಾರ 13.11.2025 xyxy=(214,40,312,53)
